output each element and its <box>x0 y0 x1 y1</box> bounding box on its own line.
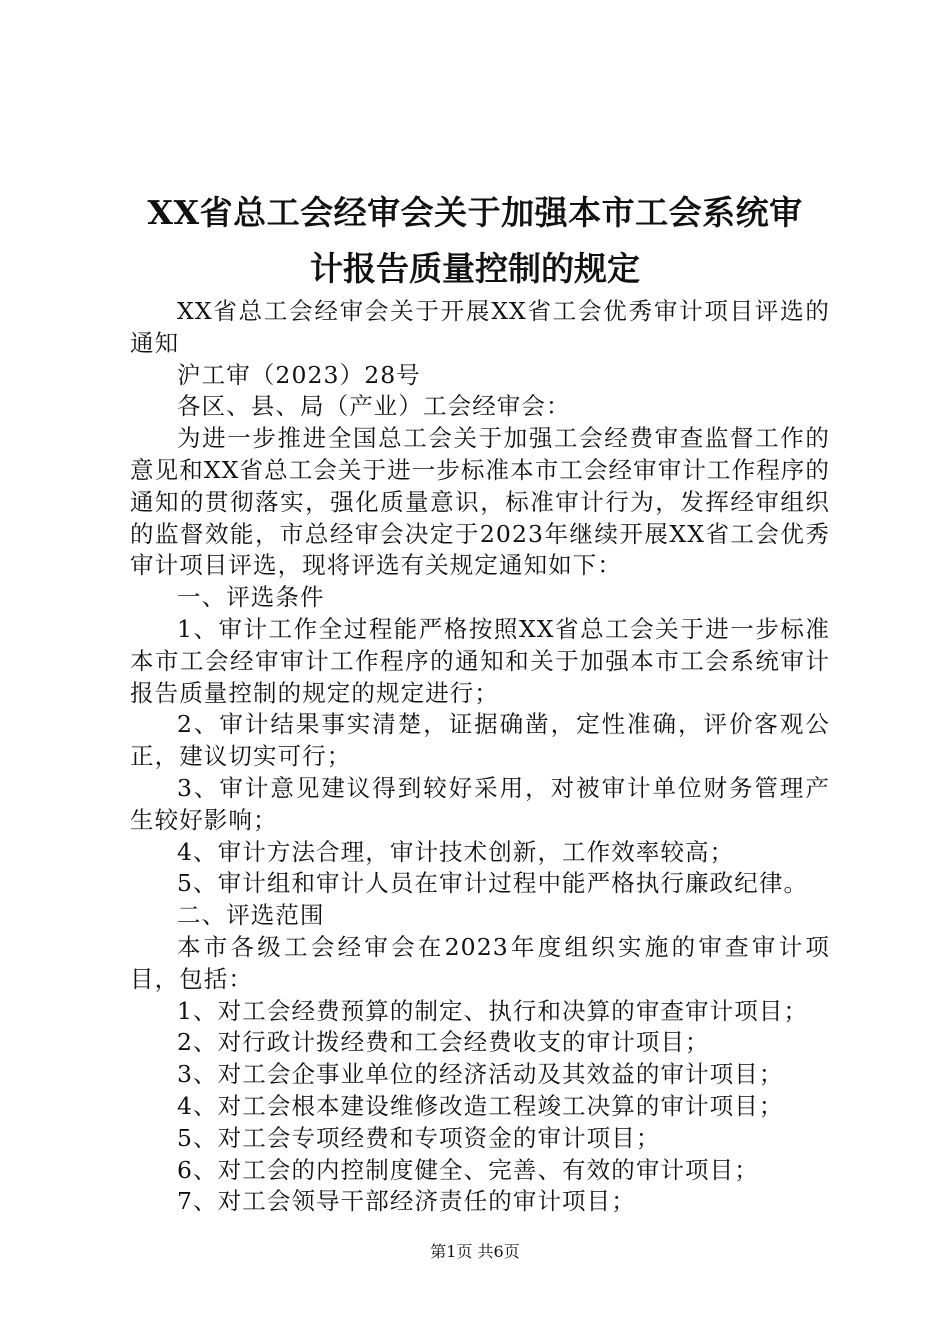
criteria-item-3: 3、审计意见建议得到较好采用，对被审计单位财务管理产生较好影响； <box>130 773 830 834</box>
scope-item-6: 6、对工会的内控制度健全、完善、有效的审计项目； <box>177 1155 759 1184</box>
paragraph-scope-intro: 本市各级工会经审会在2023年度组织实施的审查审计项目，包括： <box>130 932 830 993</box>
paragraph-document-number: 沪工审（2023）28号 <box>177 360 421 389</box>
scope-item-7: 7、对工会领导干部经济责任的审计项目； <box>177 1187 636 1216</box>
page-number-footer: 第1页 共6页 <box>430 1242 520 1261</box>
scope-item-2: 2、对行政计拨经费和工会经费收支的审计项目； <box>177 1028 710 1057</box>
document-title-line-1: XX省总工会经审会关于加强本市工会系统审 <box>147 193 803 232</box>
section-heading-criteria: 一、评选条件 <box>177 583 325 612</box>
document-title-line-2: 计报告质量控制的规定 <box>310 249 640 288</box>
scope-item-1: 1、对工会经费预算的制定、执行和决算的审查审计项目； <box>177 996 809 1025</box>
document-body <box>130 296 830 1218</box>
criteria-item-5: 5、审计组和审计人员在审计过程中能严格执行廉政纪律。 <box>177 869 809 898</box>
paragraph-notice-title: XX省总工会经审会关于开展XX省工会优秀审计项目评选的通知 <box>130 297 830 357</box>
criteria-item-4: 4、审计方法合理，审计技术创新，工作效率较高； <box>177 837 735 866</box>
scope-item-4: 4、对工会根本建设维修改造工程竣工决算的审计项目； <box>177 1091 784 1120</box>
section-heading-scope: 二、评选范围 <box>177 901 325 930</box>
scope-item-3: 3、对工会企事业单位的经济活动及其效益的审计项目； <box>177 1060 784 1089</box>
criteria-item-1: 1、审计工作全过程能严格按照XX省总工会关于进一步标准本市工会经审审计工作程序的通知和关于加强本市工会系统审计报告质量控制的规定的规定进行； <box>130 614 830 707</box>
paragraph-intro: 为进一步推进全国总工会关于加强工会经费审查监督工作的意见和XX省总工会关于进一步标准本市工会经审审计工作程序的通知的贯彻落实，强化质量意识，标准审计行为，发挥经审组织的监督效能，市总经审会决定于2023年继续开展XX省工会优秀审计项目评选，现将评选有关规定通知如下： <box>130 424 830 580</box>
paragraph-addressee: 各区、县、局（产业）工会经审会： <box>177 392 571 421</box>
scope-item-5: 5、对工会专项经费和专项资金的审计项目； <box>177 1123 661 1152</box>
criteria-item-2: 2、审计结果事实清楚，证据确凿，定性准确，评价客观公正，建议切实可行； <box>130 710 830 771</box>
